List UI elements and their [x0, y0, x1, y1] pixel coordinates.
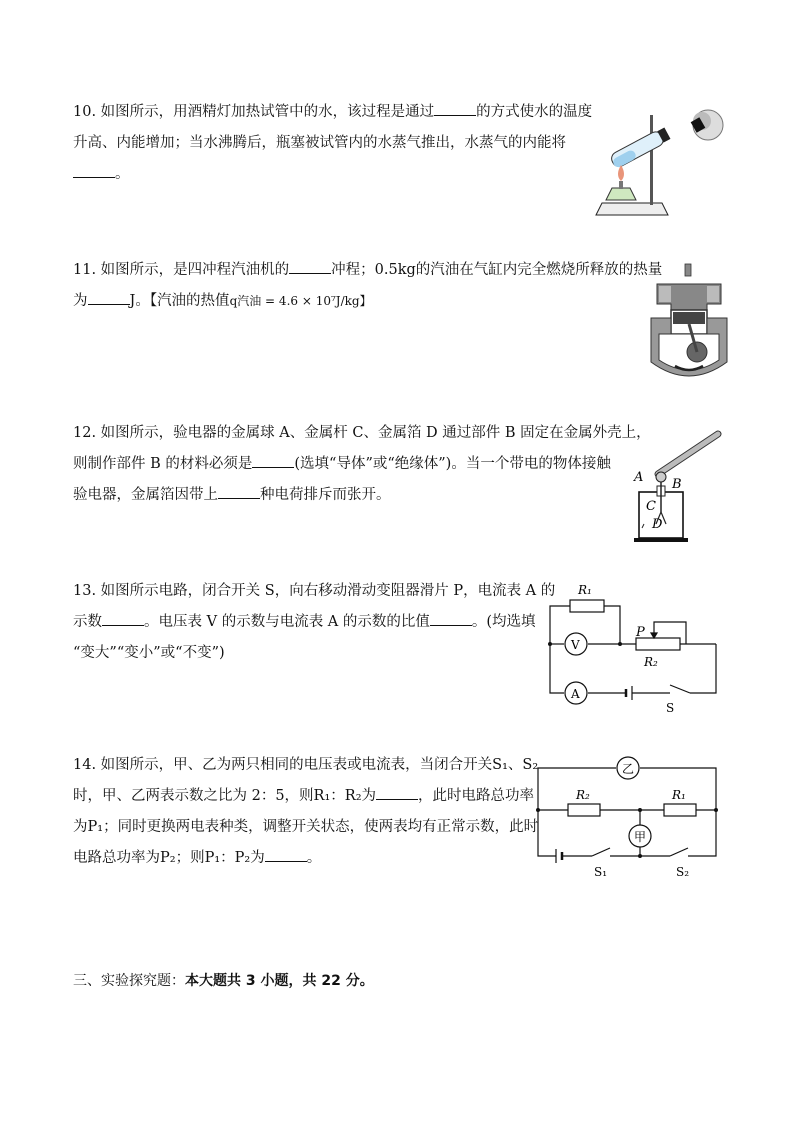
- q10-line-2: 升高、内能增加；当水沸腾后，瓶塞被试管内的水蒸气推出，水蒸气的内能将: [73, 135, 566, 151]
- q14-line-3: 为P₁；同时更换两电表种类，调整开关状态，使两表均有正常示数，此时: [73, 819, 539, 835]
- label-s1: S₁: [594, 865, 608, 879]
- q10-heating-figure: [590, 103, 730, 223]
- q12-electroscope-figure: [630, 428, 724, 544]
- question-13: [73, 576, 555, 669]
- label-s2: S₂: [676, 865, 690, 879]
- q10-blank-2[interactable]: [73, 163, 115, 178]
- label-p: P: [636, 625, 645, 640]
- label-v: V: [571, 638, 580, 652]
- q13-blank-2[interactable]: [430, 611, 472, 626]
- q10-line-3: 。: [73, 159, 592, 190]
- question-14: [73, 750, 538, 874]
- q14-line-4: 电路总功率为P₂；则P₁：P₂为 。: [73, 843, 538, 874]
- q10-line-1: 10. 如图所示，用酒精灯加热试管中的水，该过程是通过 的方式使水的温度: [73, 97, 592, 128]
- question-12: [73, 418, 651, 511]
- q12-line-2: 则制作部件 B 的材料必须是 (选填“导体”或“绝缘体”)。当一个带电的物体接触: [73, 449, 651, 480]
- label-r1: R₁: [578, 583, 592, 597]
- label-d: D: [652, 517, 663, 532]
- q12-blank-2[interactable]: [218, 484, 260, 499]
- q14-blank-1[interactable]: [376, 785, 418, 800]
- question-10: [73, 97, 592, 190]
- label-s: S: [666, 701, 675, 715]
- q13-blank-1[interactable]: [102, 611, 144, 626]
- label-jia: 甲: [634, 830, 647, 844]
- q12-line-3: 验电器，金属箔因带上 种电荷排斥而张开。: [73, 480, 651, 511]
- label-c: C: [646, 499, 656, 514]
- q14-circuit-figure: [530, 752, 725, 887]
- label-yi: 乙: [622, 762, 635, 776]
- label-r1: R₁: [672, 788, 686, 802]
- q12-line-1: 12. 如图所示，验电器的金属球 A、金属杆 C、金属箔 D 通过部件 B 固定在金属外壳上，: [73, 425, 651, 441]
- label-a: A: [571, 687, 580, 701]
- q11-engine-figure: [645, 262, 733, 386]
- q13-line-3: “变大”“变小”或“不变”): [73, 645, 225, 661]
- label-a: A: [634, 470, 644, 485]
- q13-line-1: 13. 如图所示电路，闭合开关 S，向右移动滑动变阻器滑片 P，电流表 A 的: [73, 583, 556, 599]
- q11-line-2: 为 J。【汽油的热值q汽油 = 4.6 × 10⁷J/kg】: [73, 286, 662, 317]
- q12-blank-1[interactable]: [252, 453, 294, 468]
- section-3-heading: 三、实验探究题：本大题共 3 小题，共 22 分。: [73, 973, 374, 989]
- q13-line-2: 示数 。电压表 V 的示数与电流表 A 的示数的比值 。(均选填: [73, 607, 555, 638]
- q10-blank-1[interactable]: [434, 101, 476, 116]
- label-r2: R₂: [644, 655, 658, 669]
- q13-circuit-figure: [540, 580, 725, 715]
- question-11: [73, 255, 662, 317]
- q14-blank-2[interactable]: [265, 847, 307, 862]
- q14-line-2: 时，甲、乙两表示数之比为 2：5，则R₁：R₂为 ，此时电路总功率: [73, 781, 538, 812]
- q11-blank-2[interactable]: [88, 290, 130, 305]
- q11-blank-1[interactable]: [289, 259, 331, 274]
- q14-line-1: 14. 如图所示，甲、乙为两只相同的电压表或电流表，当闭合开关S₁、S₂: [73, 757, 539, 773]
- q11-line-1: 11. 如图所示，是四冲程汽油机的 冲程；0.5kg的汽油在气缸内完全燃烧所释放的热量: [73, 255, 662, 286]
- label-r2: R₂: [576, 788, 590, 802]
- label-b: B: [672, 477, 682, 492]
